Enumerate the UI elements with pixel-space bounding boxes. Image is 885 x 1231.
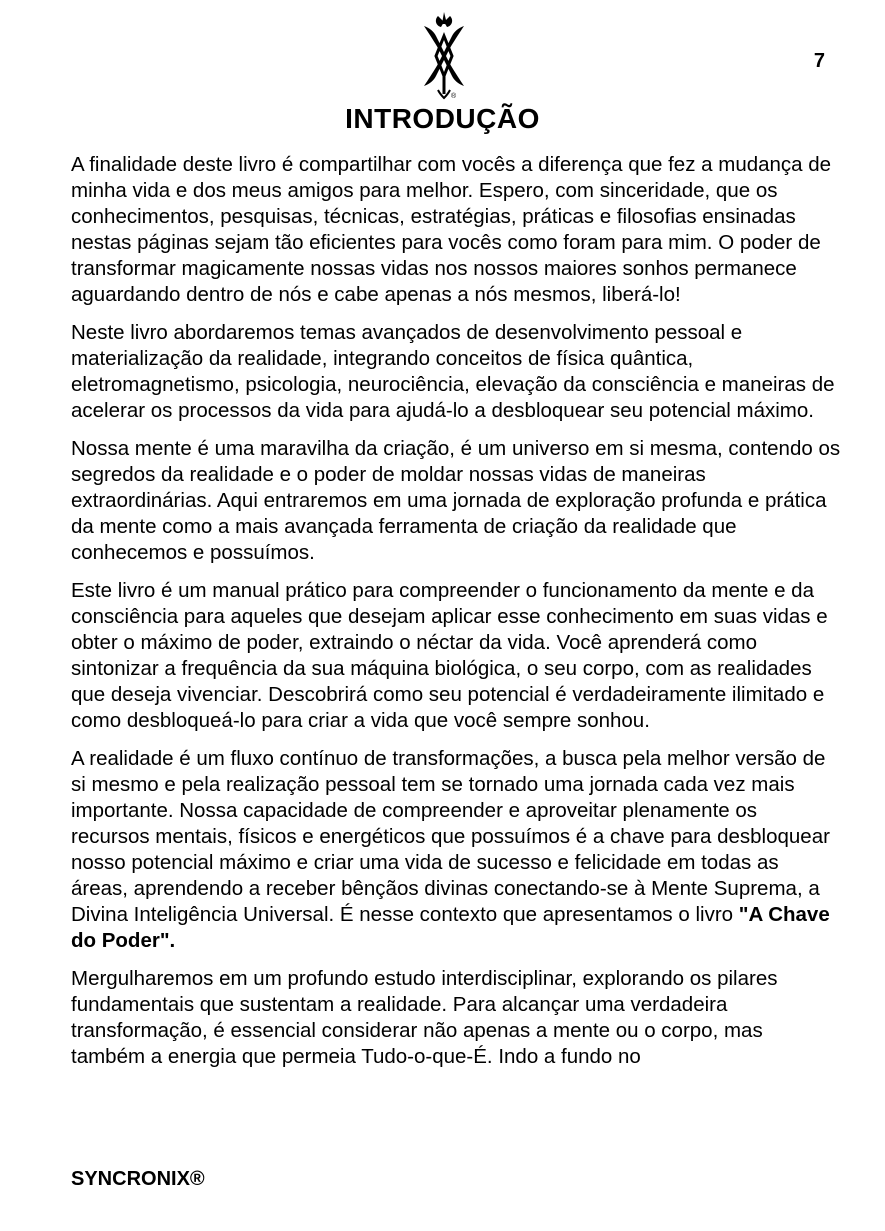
paragraph: Este livro é um manual prático para compreender o funcionamento da mente e da consciência para aqueles que desejam aplicar esse conhecimento em suas vidas e obter o máximo de poder, extraindo o néctar da vida. Você aprenderá como sintonizar a frequência da sua máquina biológica, o seu corpo, com as realidades que deseja vivenciar. Descobrirá como seu potencial é verdadeiramente ilimitado e como desbloqueá-lo para criar a vida que você sempre sonhou. bbox=[71, 579, 828, 732]
paragraph: Nossa mente é uma maravilha da criação, é um universo em si mesma, contendo os segredos da realidade e o poder de moldar nossas vidas de maneiras extraordinárias. Aqui entraremos em uma jornada de exploração profunda e prática da mente como a mais avançada ferramenta de criação da realidade que conhecemos e possuímos. bbox=[71, 437, 841, 564]
paragraph-text: A realidade é um fluxo contínuo de transformações, a busca pela melhor versão de si mesmo e pela realização pessoal tem se tornado uma jornada cada vez mais importante. Nossa capacidade de compreender e aproveitar plenamente os recursos mentais, físicos e energéticos que possuímos é a chave para desbloquear nosso potencial máximo e criar uma vida de sucesso e felicidade em todas as áreas, aprendendo a receber bênçãos divinas conectando-se à Mente Suprema, a Divina Inteligência Universal. É nesse contexto que apresentamos o livro bbox=[71, 747, 830, 926]
book-title: "A Chave do Poder". bbox=[71, 903, 830, 952]
paragraph bbox=[71, 746, 841, 954]
paragraph: A finalidade deste livro é compartilhar com vocês a diferença que fez a mudança de minha vida e dos meus amigos para melhor. Espero, com sinceridade, que os conhecimentos, pesquisas, técnicas, estratégias, práticas e filosofias ensinadas nestas páginas sejam tão eficientes para vocês como foram para mim. O poder de transformar magicamente nossas vidas nos nossos maiores sonhos permanece aguardando dentro de nós e cabe apenas a nós mesmos, liberá-lo! bbox=[71, 153, 832, 306]
registered-mark: ® bbox=[451, 93, 457, 100]
paragraph: Neste livro abordaremos temas avançados de desenvolvimento pessoal e materialização da realidade, integrando conceitos de física quântica, eletromagnetismo, psicologia, neurociência, elevação da consciência e maneiras de acelerar os processos da vida para ajudá-lo a desbloquear seu potencial máximo. bbox=[71, 321, 835, 422]
page-number: 7 bbox=[813, 50, 825, 72]
page-title: INTRODUÇÃO bbox=[345, 103, 540, 134]
publisher-logo-icon bbox=[414, 10, 474, 100]
body-text bbox=[71, 152, 841, 1082]
paragraph: Mergulharemos em um profundo estudo interdisciplinar, explorando os pilares fundamentais que sustentam a realidade. Para alcançar uma verdadeira transformação, é essencial considerar não apenas a mente ou o corpo, mas também a energia que permeia Tudo-o-que-É. Indo a fundo no bbox=[71, 967, 778, 1068]
footer-brand: SYNCRONIX® bbox=[71, 1168, 205, 1190]
